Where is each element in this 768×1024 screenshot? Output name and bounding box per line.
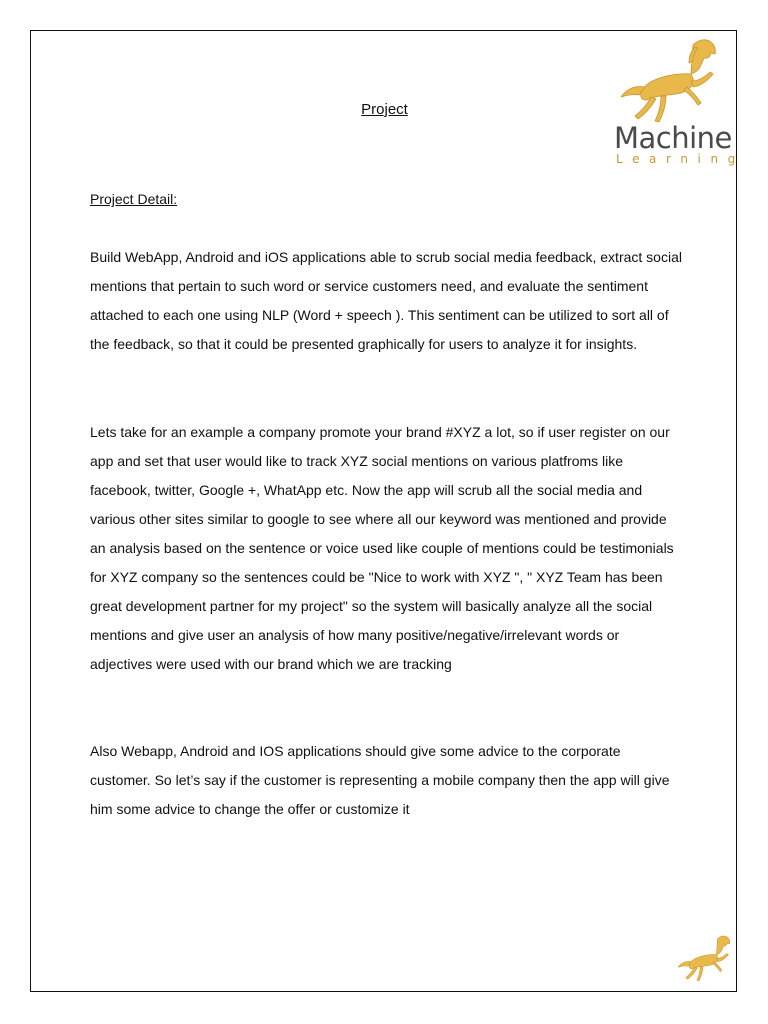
paragraph-3 — [90, 737, 682, 824]
section-heading: Project Detail: — [90, 191, 178, 207]
paragraph-1 — [90, 243, 682, 359]
horse-footer-icon — [675, 933, 735, 985]
document-title: Project — [361, 101, 408, 118]
paragraph-3-lead: Also — [90, 743, 118, 759]
logo-title: Machine — [614, 121, 732, 155]
paragraph-1-lead: Build WebApp, Android and iOS applications — [90, 249, 367, 265]
paragraph-2 — [90, 418, 682, 679]
paragraph-1-body: able to scrub social media feedback, extract social mentions that pertain to such word or service customers need, and evaluate the sentiment attached to each one using NLP (Word + speech ). This sentiment can be utilized to sort all of the feedback, so that it could be presented graphically for users to analyze it for insights. — [90, 249, 682, 352]
paragraph-3-body: Webapp, Android and IOS applications should give some advice to the corporate customer. So let’s say if the customer is representing a mobile company then the app will give him some advice to change the offer or customize it — [90, 743, 670, 817]
paragraph-2-body: Lets take for an example a company promote your brand #XYZ a lot, so if user register on our app and set that user would like to track XYZ social mentions on various platfroms like facebook, twitter, Google +, WhatApp etc. Now the app will scrub all the social media and various other sites similar to google to see where all our keyword was mentioned and provide an analysis based on the sentence or voice used like couple of mentions could be testimonials for XYZ company so the sentences could be "Nice to work with XYZ ", " XYZ Team has been great development partner for my project" so the system will basically analyze all the social mentions and give user an analysis of how many positive/negative/irrelevant words or adjectives were used with our brand which we are tracking — [90, 424, 674, 672]
logo-subtitle: Learning — [616, 152, 745, 166]
document-page — [30, 30, 745, 992]
